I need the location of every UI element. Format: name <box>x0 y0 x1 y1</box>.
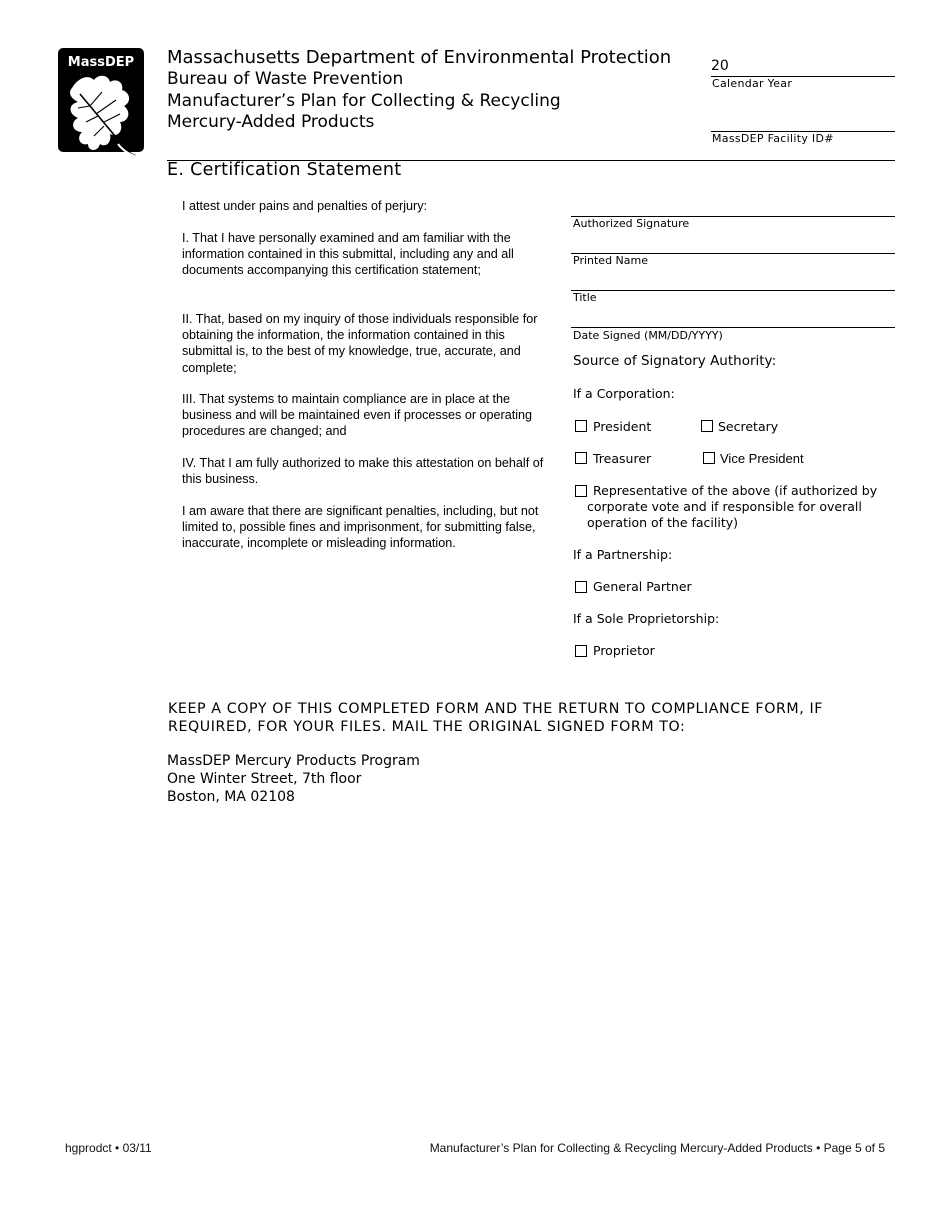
calendar-year-label: Calendar Year <box>712 77 793 90</box>
representative-label: Representative of the above (if authorized by corporate vote and if responsible for overall operation of the facility) <box>587 483 878 530</box>
statement-item-4: IV. That I am fully authorized to make this attestation on behalf of this business. <box>182 456 544 487</box>
form-title-line1: Manufacturer’s Plan for Collecting & Recycling <box>167 91 561 111</box>
authorized-signature-field[interactable] <box>571 196 895 216</box>
date-signed-field[interactable] <box>571 307 895 327</box>
form-title-line2: Mercury-Added Products <box>167 112 375 132</box>
president-label: President <box>593 419 652 434</box>
proprietor-checkbox[interactable] <box>575 645 587 657</box>
general-partner-label: General Partner <box>593 579 692 594</box>
facility-id-label: MassDEP Facility ID# <box>712 132 834 145</box>
title-label: Title <box>573 291 597 304</box>
statement-intro: I attest under pains and penalties of perjury: <box>182 199 428 213</box>
general-partner-checkbox[interactable] <box>575 581 587 593</box>
vice-president-label: Vice President <box>720 451 804 466</box>
statement-item-1: I. That I have personally examined and am familiar with the information contained in this submittal, including any and all documents accompanying this certification statement; <box>182 231 514 278</box>
president-checkbox[interactable] <box>575 420 587 432</box>
authorized-signature-label: Authorized Signature <box>573 217 690 230</box>
calendar-year-prefix: 20 <box>711 58 729 74</box>
secretary-label: Secretary <box>718 419 779 434</box>
printed-name-label: Printed Name <box>573 254 649 267</box>
address-line-1: MassDEP Mercury Products Program <box>167 753 420 769</box>
section-title: E. Certification Statement <box>167 160 402 180</box>
footer-page-info: Manufacturer’s Plan for Collecting & Recycling Mercury-Added Products • Page 5 of 5 <box>429 1141 885 1155</box>
title-field[interactable] <box>571 270 895 290</box>
facility-id-field[interactable] <box>711 112 895 131</box>
corporation-label: If a Corporation: <box>573 386 675 401</box>
treasurer-label: Treasurer <box>593 451 652 466</box>
sole-proprietorship-label: If a Sole Proprietorship: <box>573 611 720 626</box>
address-line-3: Boston, MA 02108 <box>167 789 295 805</box>
massdep-logo <box>58 48 146 160</box>
proprietor-label: Proprietor <box>593 643 655 658</box>
address-line-2: One Winter Street, 7th floor <box>167 771 362 787</box>
footer-form-code: hgprodct • 03/11 <box>65 1141 152 1155</box>
agency-name: Massachusetts Department of Environmental Protection <box>167 47 672 68</box>
date-signed-label: Date Signed (MM/DD/YYYY) <box>573 329 723 342</box>
printed-name-field[interactable] <box>571 233 895 253</box>
secretary-checkbox[interactable] <box>701 420 713 432</box>
bureau-name: Bureau of Waste Prevention <box>167 69 404 89</box>
title-underline <box>571 290 895 291</box>
representative-checkbox[interactable] <box>575 485 587 497</box>
vice-president-checkbox[interactable] <box>703 452 715 464</box>
logo-text: MassDEP <box>67 55 135 70</box>
calendar-year-field[interactable] <box>732 58 894 75</box>
statement-item-2: II. That, based on my inquiry of those individuals responsible for obtaining the information, the information contained in this submittal is, to the best of my knowledge, true, accurate, and complete; <box>182 312 538 375</box>
statement-awareness: I am aware that there are significant penalties, including, but not limited to, possible fines and imprisonment, for submitting false, inaccurate, incomplete or misleading information. <box>182 504 539 551</box>
partnership-label: If a Partnership: <box>573 547 673 562</box>
date-signed-underline <box>571 327 895 328</box>
mailing-instruction: KEEP A COPY OF THIS COMPLETED FORM AND THE RETURN TO COMPLIANCE FORM, IF REQUIRED, FOR YOUR FILES. MAIL THE ORIGINAL SIGNED FORM TO: <box>168 701 824 735</box>
authority-heading: Source of Signatory Authority: <box>573 353 777 369</box>
statement-item-3: III. That systems to maintain compliance are in place at the business and will be maintained even if processes or operating procedures are changed; and <box>182 392 533 439</box>
treasurer-checkbox[interactable] <box>575 452 587 464</box>
